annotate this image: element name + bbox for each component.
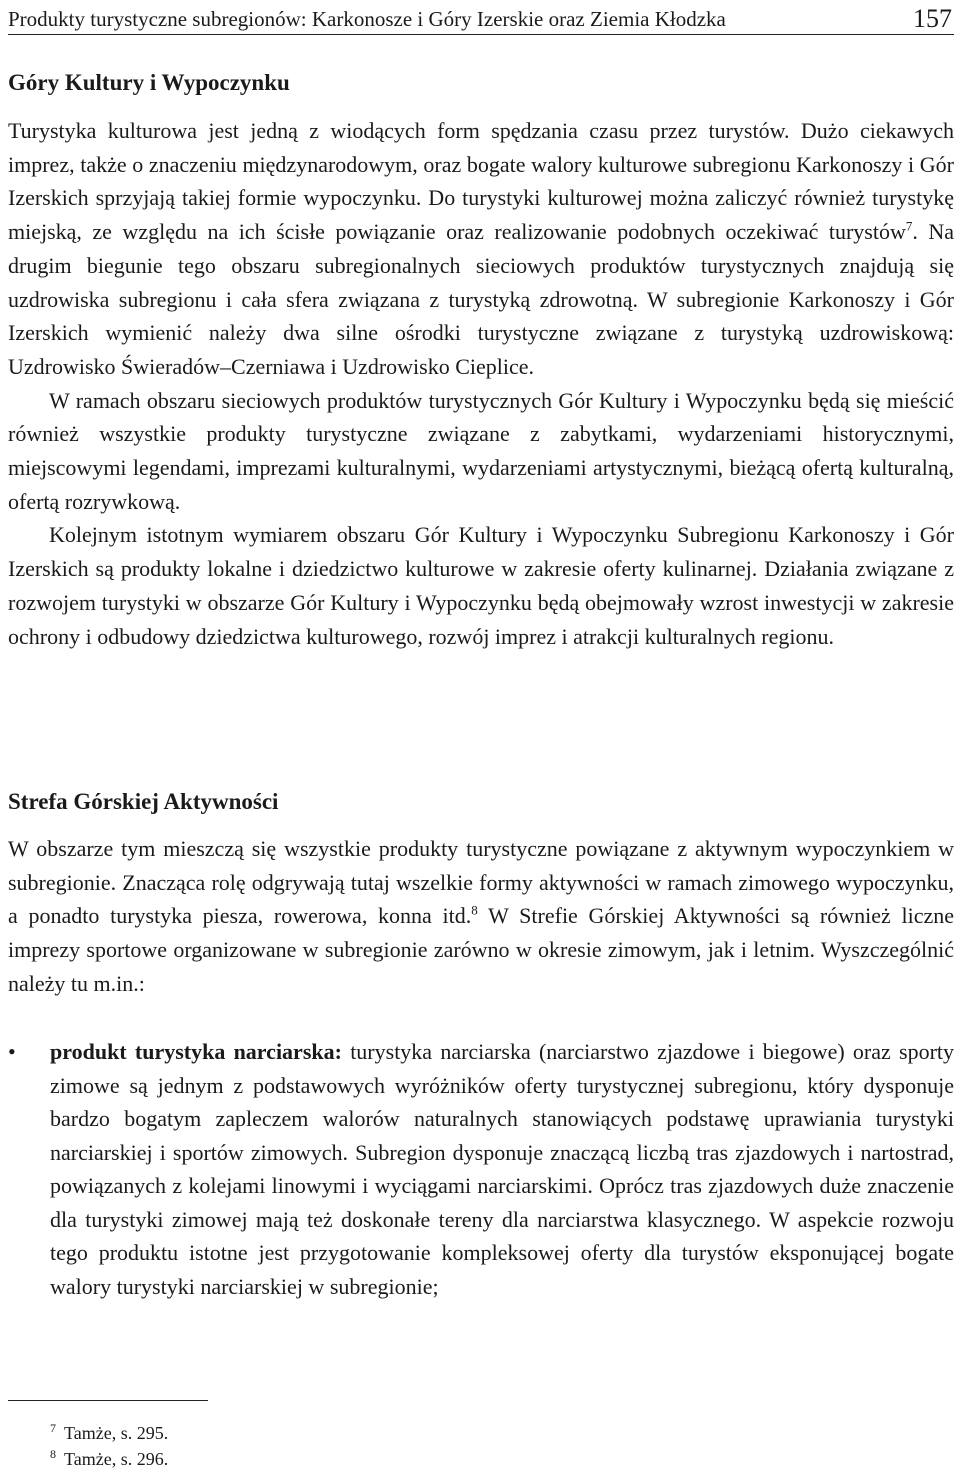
page-number: 157 xyxy=(913,4,952,33)
footnote-8 xyxy=(50,1446,168,1472)
bullet-list xyxy=(8,1035,954,1303)
paragraph xyxy=(8,114,954,384)
footnote-text: Tamże, s. 295. xyxy=(64,1423,169,1443)
footnote-ref[interactable]: 8 xyxy=(471,903,478,919)
running-header-title: Produkty turystyczne subregionów: Karkonosze i Góry Izerskie oraz Ziemia Kłodzka xyxy=(8,7,726,31)
paragraph xyxy=(8,832,954,1001)
list-item xyxy=(8,1035,954,1303)
paragraph-text: W obszarze tym mieszczą się wszystkie produkty turystyczne powiązane z aktywnym wypoczynkiem w subregionie. Znacząca rolę odgrywają tutaj wszelkie formy aktywności w ramach zimowego wypoczynku, a ponadto turystyka piesza, rowerowa, konna itd. xyxy=(8,836,954,929)
footnote-text: Tamże, s. 296. xyxy=(64,1449,169,1469)
paragraph-text: W Strefie Górskiej Aktywności są również liczne imprezy sportowe organizowane w subregionie zarówno w okresie zimowym, jak i letnim. Wyszczególnić należy tu m.in.: xyxy=(8,903,954,996)
section-heading-strefa-gorskiej: Strefa Górskiej Aktywności xyxy=(8,789,279,814)
list-item-term: produkt turystyka narciarska: xyxy=(50,1039,342,1064)
footnote-number: 8 xyxy=(50,1447,56,1461)
document-page xyxy=(8,0,954,1479)
footnote-divider xyxy=(8,1400,208,1401)
footnote-7 xyxy=(50,1420,168,1446)
section-heading-gory-kultury: Góry Kultury i Wypoczynku xyxy=(8,70,290,95)
running-header xyxy=(8,0,954,35)
paragraph: W ramach obszaru sieciowych produktów turystycznych Gór Kultury i Wypoczynku będą się mieścić również wszystkie produkty turystyczne związane z zabytkami, wydarzeniami historycznymi, miejscowymi legendami, imprezami kulturalnymi, wydarzeniami artystycznymi, bieżącą ofertą kulturalną, ofertą rozrywkową. xyxy=(8,387,954,514)
footnotes xyxy=(50,1420,168,1472)
section-body-gory-kultury xyxy=(8,114,954,653)
footnote-ref[interactable]: 7 xyxy=(905,218,913,234)
bullet-icon: • xyxy=(8,1039,16,1064)
footnote-number: 7 xyxy=(50,1421,56,1435)
section-body-strefa-gorskiej xyxy=(8,832,954,1001)
paragraph-text: Turystyka kulturowa jest jedną z wiodących form spędzania czasu przez turystów. Dużo ciekawych imprez, także o znaczeniu międzynarodowym, oraz bogate walory kulturowe subregionu Karkonoszy i Gór Izerskich sprzyjają takiej formie wypoczynku. Do turystyki kulturowej można zaliczyć również turystykę miejską, ze względu na ich ścisłe powiązanie oraz realizowanie podobnych oczekiwać turystów xyxy=(8,118,954,245)
paragraph: Kolejnym istotnym wymiarem obszaru Gór Kultury i Wypoczynku Subregionu Karkonoszy i Gór Izerskich są produkty lokalne i dziedzictwo kulturowe w zakresie oferty kulinarnej. Działania związane z rozwojem turystyki w obszarze Gór Kultury i Wypoczynku będą obejmowały wzrost inwestycji w zakresie ochrony i odbudowy dziedzictwa kulturowego, rozwój imprez i atrakcji kulturalnych regionu. xyxy=(8,522,954,649)
paragraph-text: . Na drugim biegunie tego obszaru subregionalnych sieciowych produktów turystycznych znajdują się uzdrowiska subregionu i cała sfera związana z turystyką zdrowotną. W subregionie Karkonoszy i Gór Izerskich wymienić należy dwa silne ośrodki turystyczne związane z turystyką uzdrowiskową: Uzdrowisko Świeradów–Czerniawa i Uzdrowisko Cieplice. xyxy=(8,219,954,379)
list-item-text: turystyka narciarska (narciarstwo zjazdowe i biegowe) oraz sporty zimowe są jednym z podstawowych wyróżników oferty turystycznej subregionu, który dysponuje bardzo bogatym zapleczem walorów naturalnych stanowiących podstawę uprawiania turystyki narciarskiej i sportów zimowych. Subregion dysponuje znaczącą liczbą tras zjazdowych i nartostrad, powiązanych z kolejami linowymi i wyciągami narciarskimi. Oprócz tras zjazdowych duże znaczenie dla turystyki zimowej mają też doskonałe tereny dla narciarstwa klasycznego. W aspekcie rozwoju tego produktu istotne jest przygotowanie kompleksowej oferty dla turystów eksponującej bogate walory turystyki narciarskiej w subregionie; xyxy=(50,1039,955,1299)
